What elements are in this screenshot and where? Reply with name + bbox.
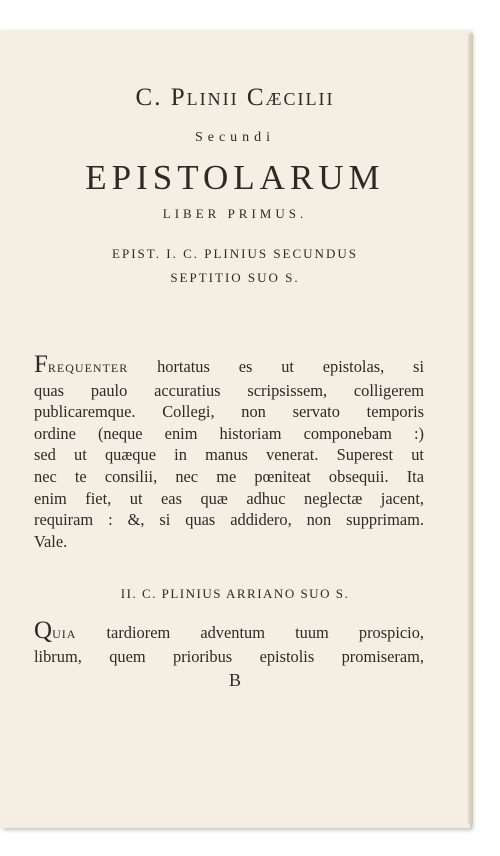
letter1-line: requiram : &, si quas addidero, non supprimam. xyxy=(34,510,424,530)
letter1-line: quas paulo accuratius scripsissem, colligerem xyxy=(34,380,424,400)
letter2-title: II. C. PLINIUS ARRIANO SUO S. xyxy=(120,586,350,601)
letter1-line: publicaremque. Collegi, non servato temporis xyxy=(34,402,424,422)
letter1-line: enim fiet, ut eas quæ adhuc neglectæ jacent, xyxy=(34,488,424,508)
letter2-line xyxy=(34,617,424,646)
letter2-line-text: tardiorem adventum tuum prospicio, xyxy=(76,623,424,642)
letter1-dropcap: F xyxy=(34,351,48,378)
letter1-title-line1: EPIST. I. C. PLINIUS SECUNDUS xyxy=(112,246,358,261)
author-heading: C. Plinii Cæcilii xyxy=(135,84,335,111)
author-second-heading: Secundi xyxy=(194,130,276,145)
letter2-dropcap: Q xyxy=(34,617,53,644)
book-heading: LIBER PRIMUS. xyxy=(162,206,308,221)
letter2-first-word: UIA xyxy=(52,627,77,641)
letter2-line: librum, quem prioribus epistolis promiseram, xyxy=(34,646,424,666)
letter1-line-text: hortatus es ut epistolas, si xyxy=(128,357,424,376)
letter1-line: Vale. xyxy=(34,531,68,551)
letter2-body xyxy=(34,617,424,667)
letter1-line xyxy=(34,351,424,380)
letter1-line: nec te consilii, nec me pœniteat obsequii. Ita xyxy=(34,466,424,486)
letter1-title-line2: SEPTITIO SUO S. xyxy=(170,270,300,285)
letter1-line: sed ut quæque in manus venerat. Superest ut xyxy=(34,445,424,465)
signature-mark: B xyxy=(228,670,241,690)
work-title: EPISTOLARUM xyxy=(85,158,385,197)
letter1-body xyxy=(34,351,424,552)
letter1-line: ordine (neque enim historiam componebam :) xyxy=(34,423,424,443)
letter1-first-word: REQUENTER xyxy=(47,361,129,375)
